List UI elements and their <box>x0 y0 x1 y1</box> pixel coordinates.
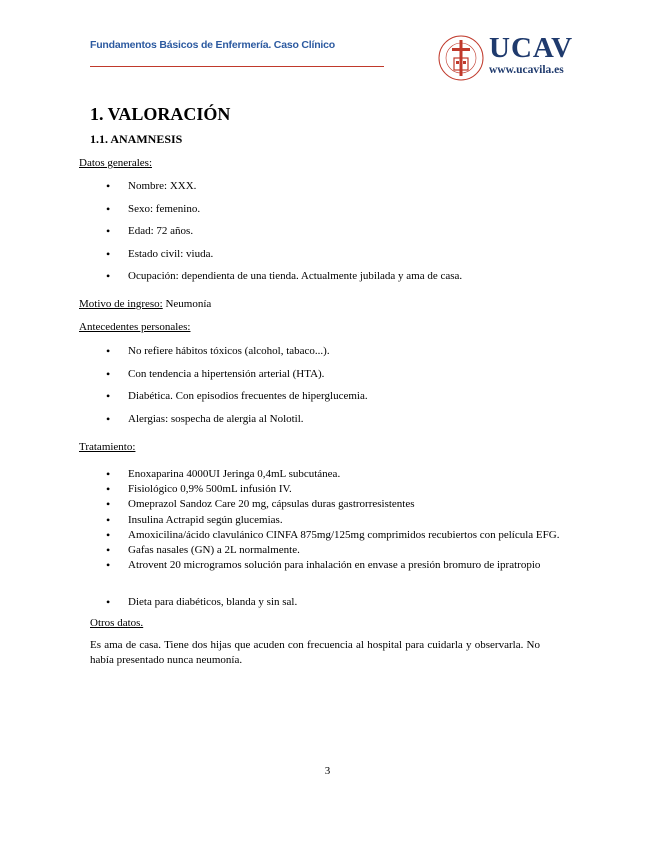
datos-generales-label: Datos generales: <box>79 157 152 169</box>
university-seal-icon <box>437 34 485 82</box>
list-item: • Gafas nasales (GN) a 2L normalmente. <box>106 543 576 557</box>
list-item: • Ocupación: dependienta de una tienda. Actualmente jubilada y ama de casa. <box>106 269 462 283</box>
dieta-list <box>106 595 297 609</box>
tratamiento-list <box>106 467 576 573</box>
list-item: • Estado civil: viuda. <box>106 247 462 261</box>
list-item: • Enoxaparina 4000UI Jeringa 0,4mL subcutánea. <box>106 467 576 481</box>
tratamiento-label: Tratamiento: <box>79 441 136 453</box>
list-item: • Atrovent 20 microgramos solución para inhalación en envase a presión bromuro de ipratropio <box>106 558 576 572</box>
list-item: • Sexo: femenino. <box>106 202 462 216</box>
section-heading: 1. VALORACIÓN <box>90 104 231 124</box>
list-item: • Diabética. Con episodios frecuentes de hiperglucemia. <box>106 389 368 403</box>
list-item: • Omeprazol Sandoz Care 20 mg, cápsulas duras gastrorresistentes <box>106 497 576 511</box>
ucav-url: www.ucavila.es <box>489 64 564 76</box>
antecedentes-list <box>106 344 368 434</box>
list-item: • Amoxicilina/ácido clavulánico CINFA 875mg/125mg comprimidos recubiertos con película EFG. <box>106 528 576 542</box>
list-item: • Fisiológico 0,9% 500mL infusión IV. <box>106 482 576 496</box>
list-item: • Edad: 72 años. <box>106 224 462 238</box>
page-number: 3 <box>324 765 331 777</box>
subsection-heading: 1.1. ANAMNESIS <box>90 132 183 146</box>
header-rule <box>90 66 384 67</box>
motivo-ingreso-value: Neumonía <box>162 298 212 310</box>
list-item: • Dieta para diabéticos, blanda y sin sal. <box>106 595 297 609</box>
motivo-ingreso <box>79 298 211 310</box>
otros-datos-text: Es ama de casa. Tiene dos hijas que acuden con frecuencia al hospital para cuidarla y observarla. No había presentado nunca neumonía. <box>90 639 540 666</box>
list-item: • Alergias: sospecha de alergia al Nolotil. <box>106 412 368 426</box>
datos-generales-list <box>106 179 462 292</box>
antecedentes-label: Antecedentes personales: <box>79 321 191 333</box>
motivo-ingreso-label: Motivo de ingreso: <box>79 298 163 310</box>
list-item: • No refiere hábitos tóxicos (alcohol, tabaco...). <box>106 344 368 358</box>
list-item: • Nombre: XXX. <box>106 179 462 193</box>
header-title: Fundamentos Básicos de Enfermería. Caso Clínico <box>90 39 335 51</box>
ucav-logo-text: UCAV <box>489 32 574 64</box>
list-item: • Insulina Actrapid según glucemias. <box>106 513 576 527</box>
otros-datos-label: Otros datos. <box>90 617 144 629</box>
list-item: • Con tendencia a hipertensión arterial (HTA). <box>106 367 368 381</box>
